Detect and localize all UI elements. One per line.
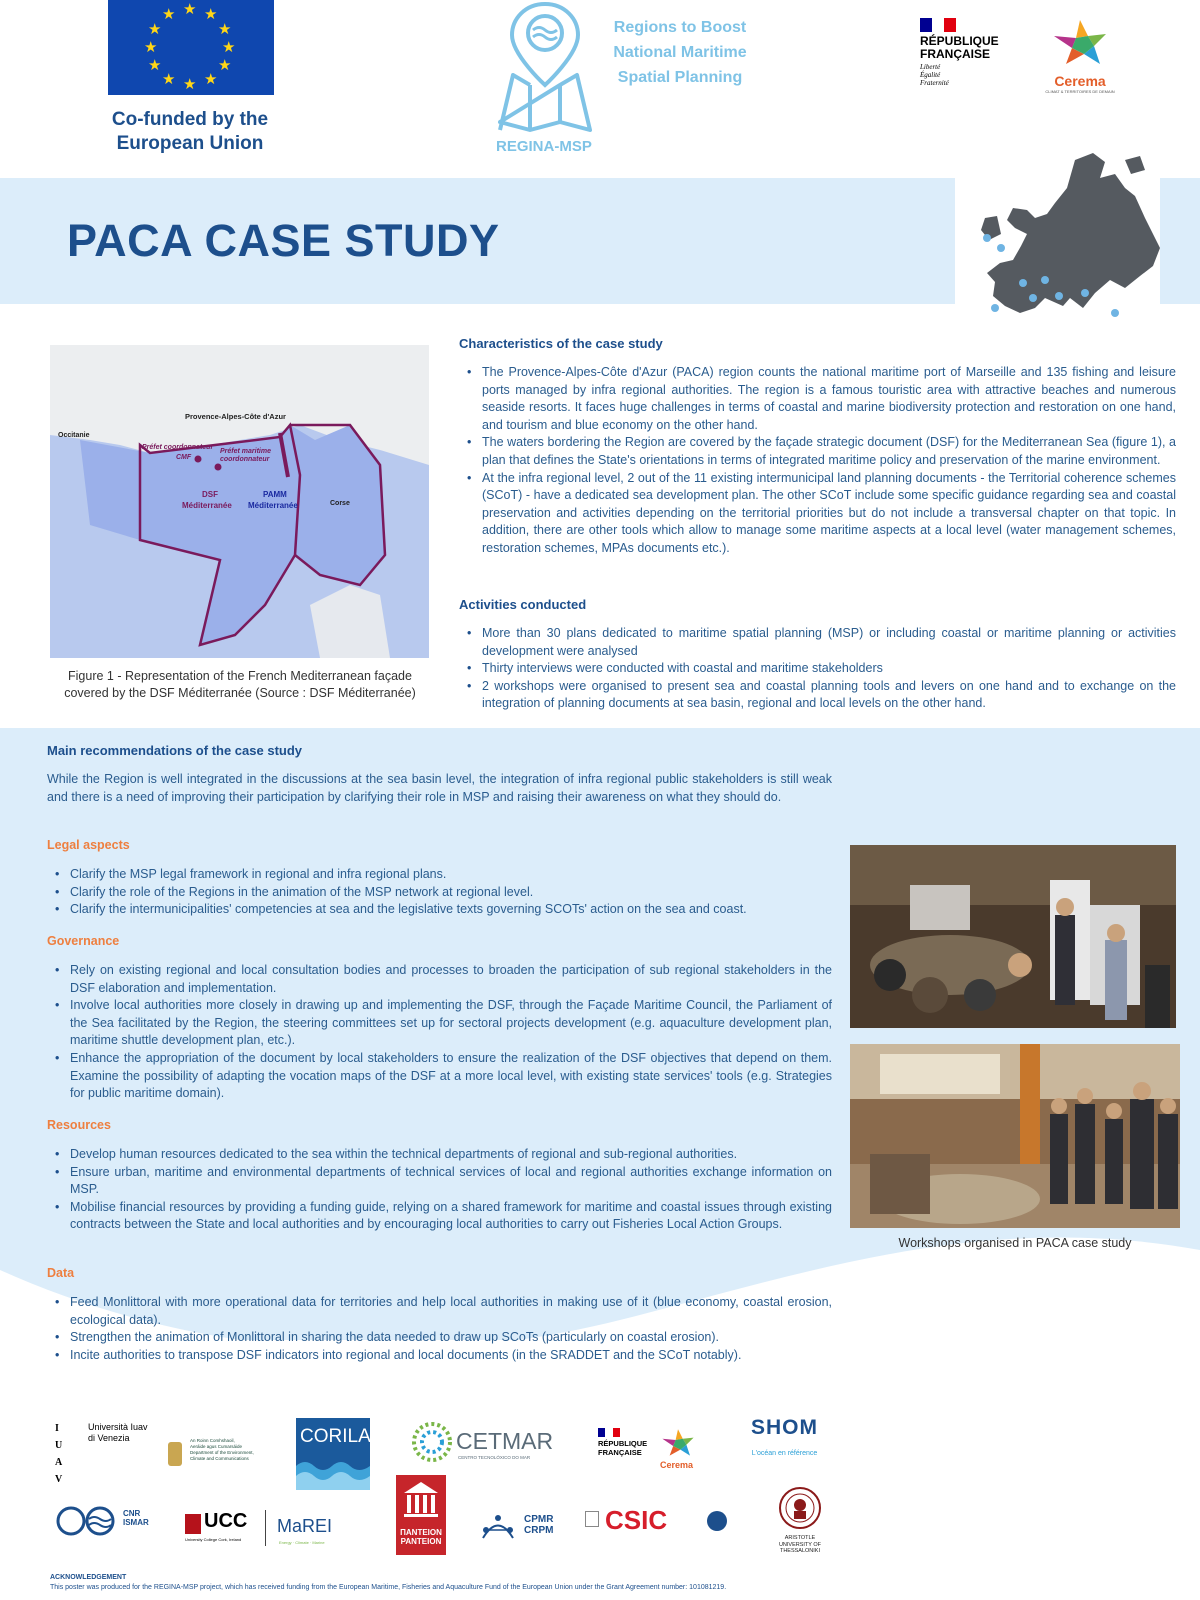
- map-label-prefet-coord: Préfet coordonnateur: [142, 444, 214, 451]
- regina-label: REGINA-MSP: [496, 138, 592, 155]
- corila-logo: [296, 1418, 370, 1490]
- regina-tagline-line: National Maritime: [613, 44, 747, 61]
- resources-list: [47, 1146, 832, 1234]
- cnr-name: CNR: [123, 1509, 141, 1518]
- french-flag-icon: [920, 18, 956, 32]
- eu-cofunded-text: Co-funded by the European Union: [111, 109, 269, 154]
- title-band-right: [1160, 178, 1200, 304]
- marei-name: MaREI: [277, 1516, 333, 1536]
- acknowledgement-text: This poster was produced for the REGINA-MSP project, which has received funding from the European Maritime, Fisheries and Aquaculture Fund of the European Union under the Grant Agreement number: 101081219.: [50, 1584, 727, 1591]
- map-label-cmf: CMF: [176, 454, 192, 461]
- csic-name: CSIC: [605, 1505, 668, 1535]
- governance-list: [47, 962, 832, 1103]
- characteristics-heading: Characteristics of the case study: [459, 336, 663, 351]
- logo-divider: [265, 1510, 266, 1546]
- governance-heading: Governance: [47, 934, 120, 948]
- eu-flag-logo: ★ ★ ★ ★ ★ ★ ★ ★ ★ ★ ★ ★: [108, 0, 274, 95]
- map-label-pamm-med: Méditerranée: [248, 501, 298, 510]
- french-flag-icon: [598, 1428, 620, 1437]
- activities-list: [459, 625, 1176, 713]
- resources-heading: Resources: [47, 1118, 111, 1132]
- auth-name: ARISTOTLE: [784, 1535, 816, 1541]
- panteion-name: ΠΑΝΤΕΙΟΝ: [400, 1528, 442, 1537]
- list-item: • The waters bordering the Region are covered by the façade strategic document (DSF) for the Mediterranean Sea (figure 1), a plan that defines the State's orientations in terms of integrated maritime policy and preservation of the marine environment.: [459, 434, 1176, 469]
- rf-name: RÉPUBLIQUE: [598, 1439, 648, 1448]
- list-item: • Incite authorities to transpose DSF indicators into regional and local documents (in the SRADDET and the SCoT notably).: [47, 1347, 832, 1365]
- characteristics-list: [459, 364, 1176, 558]
- regina-tagline-line: Spatial Planning: [617, 69, 743, 86]
- corila-name: CORILA: [300, 1426, 371, 1447]
- regina-tagline: [595, 15, 765, 90]
- map-label-pamm: PAMM: [263, 490, 287, 499]
- list-item: • Involve local authorities more closely in drawing up and implementing the DSF, through the Façade Maritime Council, the Parliament of the Sea facilitated by the Region, the steering committees set up for sectoral projects development (e.g. aquaculture development plan, maritime shuttle development plan, etc.).: [47, 997, 832, 1050]
- list-item: • Feed Monlittoral with more operational data for territories and help local authorities in making use of it (blue economy, coastal erosion, ecological data).: [47, 1294, 832, 1329]
- figure-1-map: [50, 345, 429, 658]
- cpmr-logo: [478, 1508, 563, 1546]
- figure-caption: Figure 1 - Representation of the French Mediterranean façade covered by the DSF Méditerranée (Source : DSF Méditerranée): [64, 669, 416, 700]
- rf-name: FRANÇAISE: [598, 1448, 642, 1457]
- rf-cerema-logo: [598, 1428, 708, 1478]
- auth-name: UNIVERSITY OF: [778, 1541, 822, 1548]
- republique-francaise-logo: [920, 18, 1020, 98]
- list-item: • Develop human resources dedicated to the sea within the technical departments of regional and sub-regional authorities.: [47, 1146, 832, 1164]
- harp-icon: [168, 1442, 182, 1466]
- cpmr-name: CRPM: [524, 1525, 554, 1536]
- workshop-photo-1: [850, 845, 1176, 1028]
- list-item: • The Provence-Alpes-Côte d'Azur (PACA) region counts the national maritime port of Marseille and 135 fishing and leisure ports managed by infra regional authorities. The region is a famous touristic area with attractive beaches and numerous seaside resorts. It faces huge challenges in terms of coastal and marine biodiversity protection and restoration on one hand, and tourism and blue economy on the other hand.: [459, 364, 1176, 434]
- auth-seal-icon: [778, 1486, 822, 1530]
- cetmar-name: CETMAR: [456, 1428, 554, 1454]
- iuav-name: di Venezia: [88, 1433, 130, 1443]
- marei-sub: Energy · Climate · Marine: [279, 1540, 325, 1545]
- cetmar-logo: [412, 1422, 562, 1466]
- list-item: • Clarify the role of the Regions in the animation of the MSP network at regional level.: [47, 884, 832, 902]
- ucc-marei-logo: [185, 1510, 355, 1550]
- rf-name: FRANÇAISE: [920, 47, 991, 61]
- rf-name: RÉPUBLIQUE: [920, 34, 999, 48]
- iuav-logo: [55, 1420, 165, 1495]
- map-label-occitanie: Occitanie: [58, 432, 90, 439]
- cerema-star-icon: [1050, 18, 1110, 68]
- legal-heading: Legal aspects: [47, 838, 130, 852]
- recommendations-heading: Main recommendations of the case study: [47, 743, 303, 758]
- cpmr-name: CPMR: [524, 1514, 554, 1525]
- photo-caption: Workshops organised in PACA case study: [898, 1236, 1132, 1250]
- shom-sub: L'océan en référence: [751, 1450, 818, 1457]
- cerema-star-icon: [660, 1428, 696, 1458]
- cerema-name: Cerema: [1054, 73, 1106, 89]
- cnr-name: ISMAR: [123, 1518, 149, 1527]
- ucc-crest-icon: [185, 1514, 201, 1534]
- map-label-provence: Provence-Alpes-Côte d'Azur: [185, 412, 286, 421]
- map-label-coordonnateur: coordonnateur: [220, 456, 270, 463]
- csic-crest-icon: [585, 1511, 599, 1527]
- cerema-logo: [1040, 18, 1120, 93]
- csic-emblem-icon: [707, 1511, 727, 1531]
- list-item: • Enhance the appropriation of the document by local stakeholders to ensure the realization of the DSF objectives that depend on them. Examine the possibility of adapting the vocation maps of the DSF at a more local level, with existing state services' tools (e.g. Strategies for public maritime domain).: [47, 1050, 832, 1103]
- list-item: • At the infra regional level, 2 out of the 11 existing intermunicipal land planning documents - the Territorial coherence schemes (SCoT) - have a dedicated sea development plan. The other SCoT include some specific guidance regarding sea and coastal preservation and activities depending on the territorial priorities but do not include a transversal chapter on that topic. In addition, there are other tools which allow to manage some maritime aspects at a local level (water management schemes, restoration schemes, MPAs documents etc.).: [459, 470, 1176, 558]
- cnr-icon: [55, 1505, 120, 1537]
- list-item: • Mobilise financial resources by providing a funding guide, relying on a shared framework for maritime and coastal issues through existing contracts between the State and local authorities and by encouraging local authorities to carry out Fisheries Local Action Groups.: [47, 1199, 832, 1234]
- iuav-letters: I U A V: [55, 1423, 63, 1485]
- list-item: • Rely on existing regional and local consultation bodies and processes to broaden the participation of sub regional stakeholders in the DSF elaboration and implementation.: [47, 962, 832, 997]
- cnr-ismar-logo: [55, 1505, 155, 1541]
- acknowledgement-title: ACKNOWLEDGEMENT: [50, 1574, 127, 1581]
- ireland-text: Aeráide agus Cumarsáide: [190, 1444, 243, 1449]
- corila-wave-icon: [296, 1458, 370, 1490]
- shom-logo: [742, 1416, 827, 1476]
- list-item: • Strengthen the animation of Monlittoral in sharing the data needed to draw up SCoTs (particularly on coastal erosion).: [47, 1329, 832, 1347]
- map-label-prefet-maritime: Préfet maritime: [220, 448, 271, 455]
- rf-motto: Fraternité: [920, 79, 949, 87]
- auth-name: THESSALONIKI: [779, 1548, 821, 1554]
- cerema-sub: CLIMAT & TERRITOIRES DE DEMAIN: [1045, 89, 1115, 94]
- cpmr-network-icon: [478, 1508, 518, 1546]
- rf-motto: Liberté: [920, 63, 941, 71]
- list-item: • More than 30 plans dedicated to maritime spatial planning (MSP) or including coastal or maritime planning or activities development were analysed: [459, 625, 1176, 660]
- cerema-name: Cerema: [660, 1460, 694, 1470]
- auth-logo: [765, 1486, 835, 1554]
- legal-list: [47, 866, 832, 919]
- list-item: • Clarify the intermunicipalities' competencies at sea and the legislative texts governing SCOTs' action on the sea and coast.: [47, 901, 832, 919]
- recommendations-intro: While the Region is well integrated in the discussions at the sea basin level, the integration of infra regional public stakeholders is still weak and there is a need of improving their participation by clarifying their role in MSP and raising their awareness on what they should do.: [47, 772, 832, 804]
- panteion-name: PANTEION: [400, 1537, 442, 1546]
- shom-name: SHOM: [751, 1416, 818, 1439]
- map-label-dsf-med: Méditerranée: [182, 501, 232, 510]
- page-title: PACA CASE STUDY: [67, 215, 500, 266]
- cetmar-dots-icon: [412, 1422, 452, 1462]
- list-item: • Clarify the MSP legal framework in regional and infra regional plans.: [47, 866, 832, 884]
- list-item: • Thirty interviews were conducted with coastal and maritime stakeholders: [459, 660, 1176, 678]
- rf-motto: Égalité: [920, 71, 941, 79]
- data-list: [47, 1294, 832, 1364]
- activities-heading: Activities conducted: [459, 597, 587, 612]
- ucc-name: UCC: [204, 1510, 248, 1532]
- panteion-logo: [396, 1475, 446, 1555]
- europe-map-icon: [975, 148, 1165, 328]
- list-item: • 2 workshops were organised to present sea and coastal planning tools and levers on one hand and to exchange on the integration of planning documents at sea basin, regional and local levels on the other hand.: [459, 678, 1176, 713]
- map-label-corse: Corse: [330, 500, 350, 507]
- map-label-dsf: DSF: [202, 490, 218, 499]
- workshop-photo-2: [850, 1044, 1180, 1228]
- panteion-temple-icon: [401, 1479, 441, 1519]
- ireland-dept-logo: [168, 1438, 283, 1478]
- list-item: • Ensure urban, maritime and environmental departments of technical services of local and regional authorities exchange information on MSP.: [47, 1164, 832, 1199]
- ireland-text: Climate and Communications: [190, 1456, 249, 1461]
- ucc-sub: University College Cork, Ireland: [185, 1537, 242, 1542]
- csic-logo: [585, 1505, 730, 1543]
- regina-map-pin-icon: [495, 0, 595, 135]
- regina-tagline-line: Regions to Boost: [613, 19, 747, 36]
- ireland-text: An Roinn Comhshaoil,: [190, 1438, 235, 1443]
- ireland-text: Department of the Environment,: [190, 1450, 254, 1455]
- cetmar-sub: CENTRO TECNOLÓXICO DO MAR: [458, 1455, 531, 1460]
- iuav-name: Università Iuav: [88, 1422, 148, 1432]
- data-heading: Data: [47, 1266, 75, 1280]
